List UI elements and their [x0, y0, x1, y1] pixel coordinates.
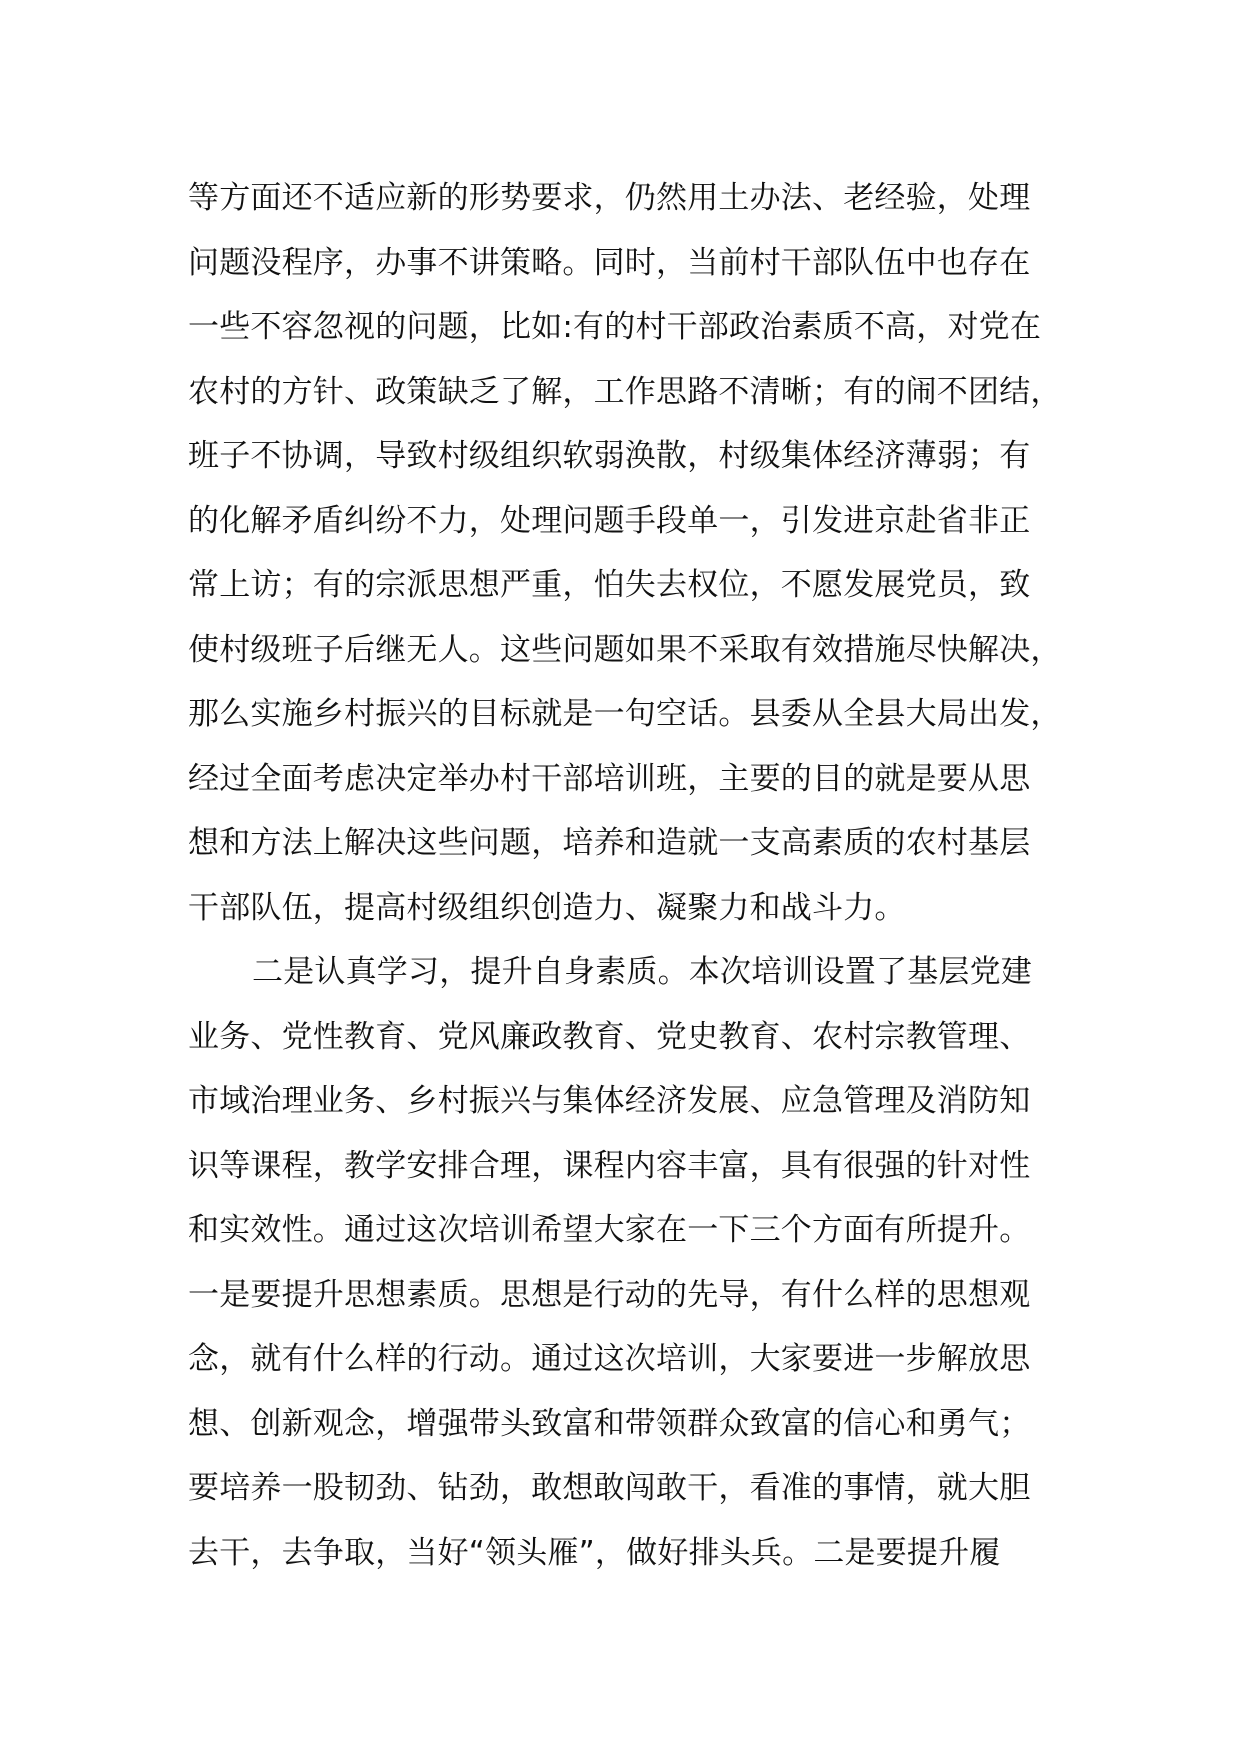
text-line-16: 识等课程，教学安排合理，课程内容丰富，具有很强的针对性 [188, 1147, 1031, 1184]
body-text [188, 166, 1088, 1585]
text-line-18: 一是要提升思想素质。思想是行动的先导，有什么样的思想观 [188, 1276, 1031, 1313]
text-line-21: 要培养一股韧劲、钻劲，敢想敢闯敢干，看准的事情，就大胆 [188, 1470, 1031, 1506]
text-line-14: 业务、党性教育、党风廉政教育、党史教育、农村宗教管理、 [188, 1018, 1031, 1055]
text-line-12: 干部队伍，提高村级组织创造力、凝聚力和战斗力。 [188, 889, 906, 926]
text-line-15: 市域治理业务、乡村振兴与集体经济发展、应急管理及消防知 [188, 1083, 1031, 1119]
text-line-8: 使村级班子后继无人。这些问题如果不采取有效措施尽快解决， [188, 631, 1062, 668]
text-line-20: 想、创新观念，增强带头致富和带领群众致富的信心和勇气； [188, 1405, 1031, 1442]
text-line-7: 常上访；有的宗派思想严重，怕失去权位，不愿发展党员，致 [188, 567, 1031, 603]
text-line-13: 二是认真学习，提升自身素质。本次培训设置了基层党建 [252, 954, 1032, 990]
text-line-6: 的化解矛盾纠纷不力，处理问题手段单一，引发进京赴省非正 [188, 502, 1031, 539]
text-line-5: 班子不协调，导致村级组织软弱涣散，村级集体经济薄弱；有 [188, 438, 1031, 474]
text-line-3: 一些不容忽视的问题，比如:有的村干部政治素质不高，对党在 [188, 309, 1042, 345]
text-line-11: 想和方法上解决这些问题，培养和造就一支高素质的农村基层 [188, 825, 1031, 861]
text-line-2: 问题没程序，办事不讲策略。同时，当前村干部队伍中也存在 [188, 244, 1031, 281]
text-line-1: 等方面还不适应新的形势要求，仍然用土办法、老经验，处理 [188, 180, 1031, 216]
text-line-9: 那么实施乡村振兴的目标就是一句空话。县委从全县大局出发， [188, 696, 1062, 732]
text-line-17: 和实效性。通过这次培训希望大家在一下三个方面有所提升。 [188, 1212, 1031, 1248]
text-line-22: 去干，去争取，当好“领头雁”，做好排头兵。二是要提升履 [188, 1534, 1001, 1571]
text-line-4: 农村的方针、政策缺乏了解，工作思路不清晰；有的闹不团结， [188, 373, 1062, 410]
text-line-19: 念，就有什么样的行动。通过这次培训，大家要进一步解放思 [188, 1341, 1031, 1377]
text-line-10: 经过全面考虑决定举办村干部培训班，主要的目的就是要从思 [188, 760, 1031, 797]
